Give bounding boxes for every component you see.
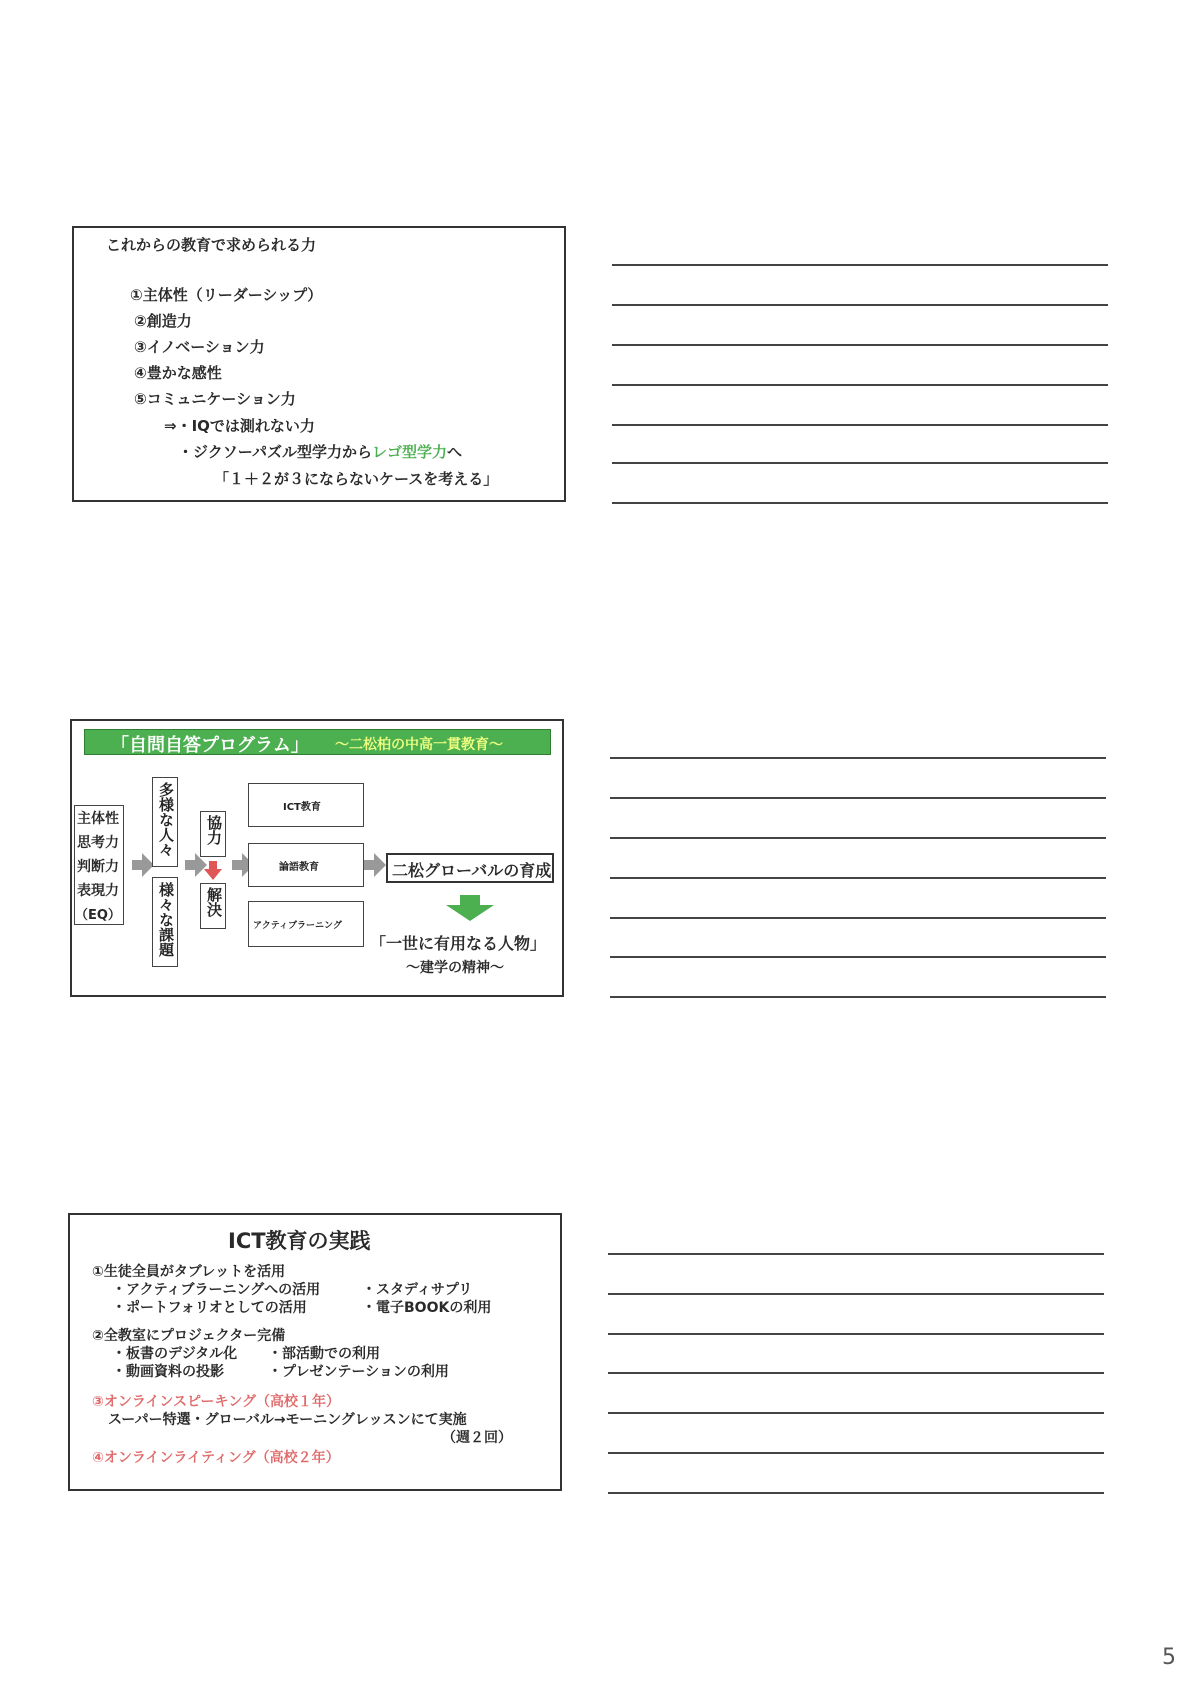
program-banner — [84, 729, 551, 755]
notes-line — [608, 1253, 1104, 1255]
notes-line — [612, 462, 1108, 464]
competency-item-4: ④豊かな感性 — [134, 364, 222, 382]
solution-label: 解決 — [205, 887, 223, 917]
program-ict-box — [248, 783, 364, 827]
section-2-heading: ②全教室にプロジェクター完備 — [92, 1328, 286, 1344]
competency-item-3: ③イノベーション力 — [134, 338, 265, 356]
ability-1: 主体性 — [77, 811, 119, 827]
notes-line — [612, 502, 1108, 504]
notes-line — [612, 264, 1108, 266]
notes-line — [608, 1293, 1104, 1295]
notes-line — [610, 837, 1106, 839]
section-1-item-a: ・アクティブラーニングへの活用 — [112, 1282, 321, 1298]
ability-4: 表現力 — [77, 883, 119, 899]
notes-line — [612, 424, 1108, 426]
program-rongo-box — [248, 843, 364, 887]
notes-line — [610, 996, 1106, 998]
notes-line — [610, 956, 1106, 958]
notes-line — [608, 1333, 1104, 1335]
section-3-heading: ③オンラインスピーキング（高校１年） — [92, 1394, 341, 1410]
program-active-label: アクティブラーニング — [253, 921, 342, 931]
notes-line — [610, 797, 1106, 799]
diverse-people-label: 多様な人々 — [157, 782, 175, 857]
slide-3-ict-practice — [68, 1213, 562, 1491]
notes-line — [610, 757, 1106, 759]
page-number: 5 — [1162, 1645, 1176, 1670]
notes-line — [612, 304, 1108, 306]
note-case: 「１＋２が３にならないケースを考える」 — [214, 470, 499, 488]
section-2-item-b: ・部活動での利用 — [268, 1346, 380, 1362]
section-4-heading: ④オンラインライティング（高校２年） — [92, 1450, 340, 1466]
various-issues-box — [152, 877, 178, 967]
down-arrow-green-icon — [446, 895, 494, 921]
notes-line — [608, 1452, 1104, 1454]
section-3-item-a: スーパー特選・グローバル→モーニングレッスンにて実施 — [108, 1412, 467, 1428]
solution-box — [200, 883, 226, 929]
ability-5: （EQ） — [75, 908, 121, 923]
slide-1-title: これからの教育で求められる力 — [106, 236, 317, 254]
note-jigsaw-pre: ・ジクソーパズル型学力から — [178, 443, 372, 461]
diverse-people-box — [152, 777, 178, 867]
notes-line — [608, 1412, 1104, 1414]
section-1-item-d: ・電子BOOKの利用 — [362, 1300, 492, 1316]
cooperation-label: 協力 — [205, 815, 223, 845]
motto-label: 「一世に有用なる人物」 — [370, 934, 547, 953]
note-jigsaw-post: へ — [446, 443, 462, 461]
down-arrow-red-icon — [204, 861, 222, 881]
cooperation-box — [200, 811, 226, 857]
slide-3-title: ICT教育の実践 — [228, 1229, 371, 1253]
competency-item-1: ①主体性（リーダーシップ） — [130, 286, 323, 304]
section-3-item-b: （週２回） — [442, 1430, 512, 1446]
ability-3: 判断力 — [77, 859, 119, 875]
note-lego-highlight: レゴ型学力 — [371, 443, 447, 461]
notes-line — [610, 917, 1106, 919]
notes-line — [608, 1372, 1104, 1374]
program-rongo-label: 論語教育 — [279, 862, 319, 873]
section-2-item-d: ・プレゼンテーションの利用 — [268, 1364, 449, 1380]
flow-arrow-icon — [374, 853, 386, 877]
competency-item-5: ⑤コミュニケーション力 — [134, 390, 296, 408]
banner-title: 「自問自答プログラム」 — [111, 735, 309, 756]
section-2-item-a: ・板書のデジタル化 — [112, 1346, 238, 1362]
program-active-box — [248, 901, 364, 947]
slide-2-program — [70, 719, 564, 997]
various-issues-label: 様々な課題 — [157, 882, 175, 957]
note-iq: ⇒・IQでは測れない力 — [164, 417, 315, 435]
notes-line — [610, 877, 1106, 879]
slide-1-competencies — [72, 226, 566, 502]
notes-line — [608, 1492, 1104, 1494]
ability-2: 思考力 — [77, 835, 119, 851]
motto-sub-label: ～建学の精神～ — [406, 960, 504, 976]
section-1-item-c: ・ポートフォリオとしての活用 — [112, 1300, 307, 1316]
section-1-heading: ①生徒全員がタブレットを活用 — [92, 1264, 286, 1280]
notes-line — [612, 344, 1108, 346]
section-2-item-c: ・動画資料の投影 — [112, 1364, 224, 1380]
note-jigsaw-lego — [178, 441, 462, 462]
banner-subtitle: ～二松柏の中高一貫教育～ — [335, 737, 503, 753]
abilities-box — [74, 805, 124, 925]
goal-label: 二松グローバルの育成 — [392, 861, 552, 880]
notes-line — [612, 384, 1108, 386]
section-1-item-b: ・スタディサプリ — [362, 1282, 473, 1298]
competency-item-2: ②創造力 — [134, 312, 192, 330]
goal-box — [386, 853, 554, 883]
program-ict-label: ICT教育 — [283, 802, 321, 813]
